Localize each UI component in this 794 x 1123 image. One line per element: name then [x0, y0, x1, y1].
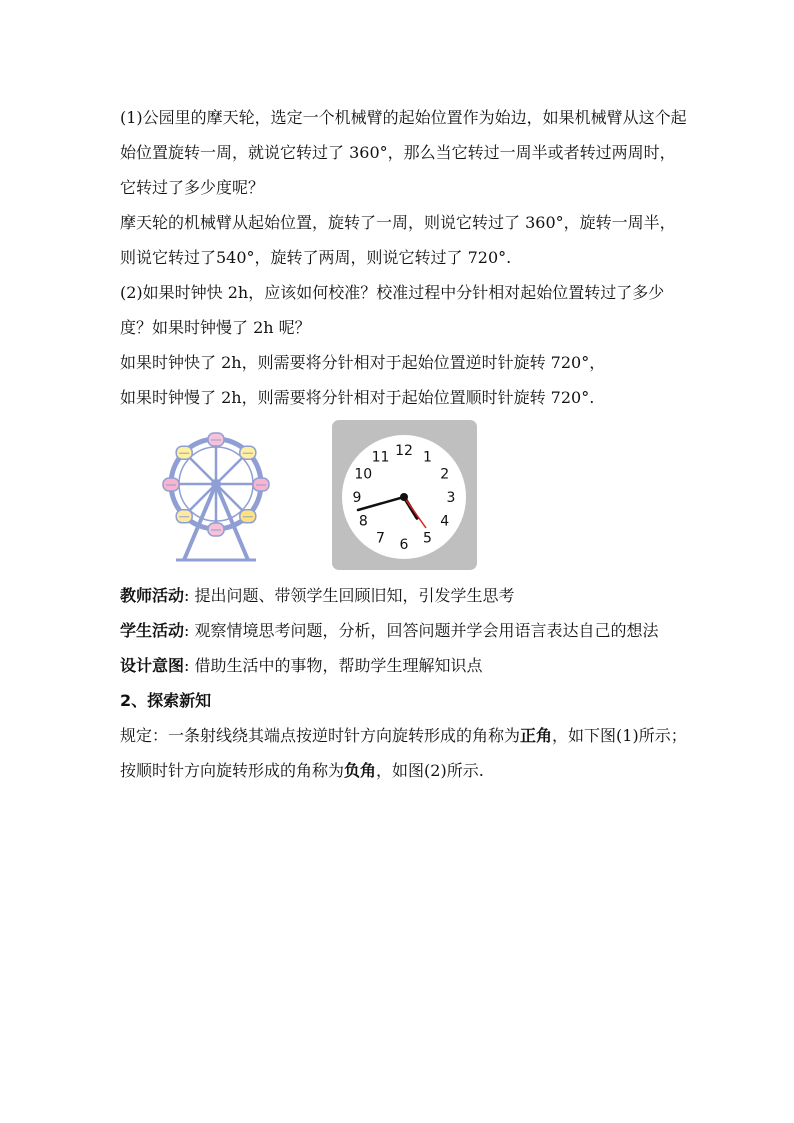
- clock-number: 6: [399, 537, 409, 553]
- answer-2-fast: 如果时钟快了 2h，则需要将分针相对于起始位置逆时针旋转 720°，: [120, 353, 606, 372]
- wheel-hub: [211, 479, 221, 489]
- rule-middle: ，如下图(1)所示；按顺时针方向旋转形成的角称为: [120, 726, 687, 780]
- positive-angle-term: 正角: [520, 726, 553, 745]
- negative-angle-term: 负角: [344, 761, 377, 780]
- clock-number: 7: [376, 530, 385, 547]
- clock-number: 12: [395, 443, 413, 459]
- section-heading: 2、探索新知: [120, 691, 212, 710]
- document-page: [120, 100, 690, 788]
- clock-number: 5: [423, 530, 432, 547]
- rule-suffix: ，如图(2)所示.: [376, 761, 484, 780]
- question-1: (1)公园里的摩天轮，选定一个机械臂的起始位置作为始边，如果机械臂从这个起始位置旋转一周，就说它转过了 360°，那么当它转过一周半或者转过两周时，它转过了多少度呢？: [120, 108, 687, 197]
- teacher-activity-label: 教师活动: [120, 586, 185, 605]
- ferris-wheel-illustration: [156, 426, 282, 566]
- rule-paragraph: [120, 718, 690, 788]
- gondola-cabin: [240, 510, 256, 523]
- answer-1: 摩天轮的机械臂从起始位置，旋转了一周，则说它转过了 360°，旋转一周半，则说它转过了540°，旋转了两周，则说它转过了 720°.: [120, 213, 676, 267]
- clock-number: 10: [354, 466, 373, 483]
- student-activity: [120, 613, 690, 648]
- student-activity-text: : 观察情境思考问题，分析，回答问题并学会用语言表达自己的想法: [184, 621, 659, 640]
- rule-prefix: 规定：一条射线绕其端点按逆时针方向旋转形成的角称为: [120, 726, 521, 745]
- question-2: (2)如果时钟快 2h，应该如何校准？校准过程中分针相对起始位置转过了多少度？如果时钟慢了 2h 呢？: [120, 283, 665, 337]
- clock-number: 9: [352, 490, 362, 506]
- design-intent: [120, 648, 690, 683]
- clock-number: 3: [446, 490, 456, 506]
- clock-center: [400, 493, 408, 501]
- design-intent-label: 设计意图: [120, 656, 185, 675]
- answer-2-slow: 如果时钟慢了 2h，则需要将分针相对于起始位置顺时针旋转 720°.: [120, 388, 595, 407]
- design-intent-text: : 借助生活中的事物，帮助学生理解知识点: [184, 656, 483, 675]
- clock-illustration: [332, 420, 477, 570]
- teacher-activity: [120, 578, 690, 613]
- figures: [120, 420, 690, 572]
- clock-number: 1: [423, 449, 432, 466]
- student-activity-label: 学生活动: [120, 621, 185, 640]
- clock-number: 11: [371, 449, 390, 466]
- clock-number: 2: [440, 466, 450, 483]
- clock-number: 4: [440, 513, 450, 530]
- clock-number: 8: [358, 513, 368, 530]
- gondola-cabin: [176, 510, 192, 523]
- teacher-activity-text: : 提出问题、带领学生回顾旧知，引发学生思考: [184, 586, 515, 605]
